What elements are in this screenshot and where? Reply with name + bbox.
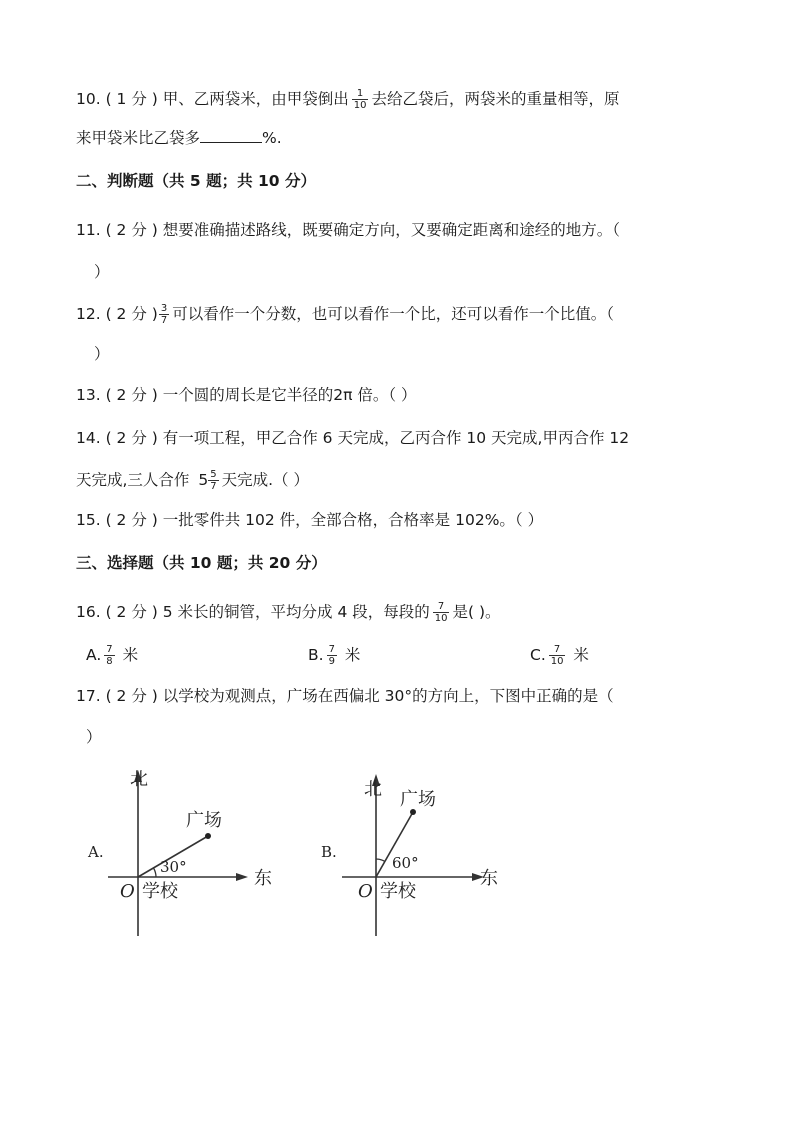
answer-blank[interactable] (200, 128, 262, 143)
question-16-line-1 (76, 601, 501, 624)
school-label: 学校 (380, 881, 416, 902)
north-label: 北 (364, 779, 382, 800)
option-unit: 米 (122, 646, 139, 664)
question-10-text-cont: 去给乙袋后，两袋米的重量相等，原 (371, 90, 620, 108)
figure-b-label: B. (321, 843, 337, 861)
question-14-text-cont: 天完成.（ ） (221, 471, 309, 489)
question-16-text-cont: 是( )。 (452, 603, 501, 621)
angle-label: 30° (160, 858, 187, 876)
fraction-numerator: 1 (356, 88, 364, 99)
plaza-label: 广场 (186, 810, 222, 831)
north-label: 北 (130, 769, 148, 790)
origin-label: O (358, 881, 373, 902)
option-a[interactable] (86, 644, 138, 667)
option-unit: 米 (344, 646, 361, 664)
question-15: 15. ( 2 分 ) 一批零件共 102 件，全部合格，合格率是 102%。（ ） (76, 511, 544, 529)
question-10-text-line2: 来甲袋米比乙袋多 (76, 129, 201, 147)
angle-arc (154, 868, 157, 877)
question-10-text: 10. ( 1 分 ) 甲、乙两袋米，由甲袋倒出 (76, 90, 349, 108)
question-11-line-2: ） (94, 263, 110, 281)
fraction (353, 88, 368, 111)
question-14-line-2 (76, 469, 309, 492)
question-10-line-2 (76, 128, 282, 148)
question-14-line-1: 14. ( 2 分 ) 有一项工程，甲乙合作 6 天完成，乙丙合作 10 天完成,甲丙合作 12 (76, 429, 630, 447)
fraction (209, 469, 217, 492)
fraction-denominator: 7 (210, 481, 217, 492)
figure-b[interactable] (318, 760, 518, 940)
question-17-line-2: ） (86, 728, 102, 746)
angle-arc (376, 859, 385, 862)
angle-label: 60° (392, 854, 419, 872)
fraction-numerator: 7 (106, 644, 113, 655)
fraction (434, 601, 449, 624)
question-14-text: 天完成,三人合作 (76, 471, 190, 489)
fraction (550, 644, 565, 667)
fraction (160, 303, 168, 326)
question-12-line-1 (76, 303, 614, 326)
option-b[interactable] (308, 644, 360, 667)
question-13: 13. ( 2 分 ) 一个圆的周长是它半径的2π 倍。（ ） (76, 386, 417, 404)
fraction (328, 644, 336, 667)
fraction-denominator: 8 (106, 656, 113, 667)
option-prefix: B. (308, 646, 324, 664)
fraction-denominator: 7 (160, 315, 168, 326)
east-arrow-icon (236, 873, 248, 881)
question-12-line-2: ） (94, 345, 110, 363)
option-unit: 米 (573, 646, 589, 664)
section-title-choice: 三、选择题（共 10 题；共 20 分） (76, 554, 327, 572)
option-prefix: C. (530, 646, 546, 664)
figure-a-label: A. (88, 843, 104, 861)
question-11-line-1: 11. ( 2 分 ) 想要准确描述路线，既要确定方向，又要确定距离和途经的地方。（ (76, 221, 620, 239)
fraction-denominator: 10 (550, 656, 564, 667)
section-title-judgement: 二、判断题（共 5 题；共 10 分） (76, 172, 316, 190)
question-12-label: 12. ( 2 分 ) (76, 305, 158, 323)
school-label: 学校 (142, 881, 178, 902)
figure-a[interactable] (80, 760, 280, 940)
origin-label: O (120, 881, 135, 902)
question-17-line-1: 17. ( 2 分 ) 以学校为观测点，广场在西偏北 30°的方向上，下图中正确的是（ (76, 687, 614, 705)
option-c[interactable] (530, 644, 589, 667)
fraction-denominator: 9 (328, 656, 335, 667)
fraction-numerator: 5 (210, 469, 217, 480)
fraction (105, 644, 113, 667)
option-prefix: A. (86, 646, 102, 664)
fraction-numerator: 7 (328, 644, 335, 655)
fraction-numerator: 7 (553, 644, 561, 655)
east-label: 东 (254, 868, 272, 889)
plaza-label: 广场 (400, 789, 436, 810)
question-16-text: 16. ( 2 分 ) 5 米长的铜管，平均分成 4 段，每段的 (76, 603, 430, 621)
plaza-point (205, 833, 211, 839)
percent-sign: %. (262, 129, 282, 147)
fraction-numerator: 3 (160, 303, 168, 314)
fraction-numerator: 7 (437, 601, 445, 612)
fraction-denominator: 10 (434, 613, 448, 624)
question-10-line-1 (76, 88, 620, 111)
question-12-text: 可以看作一个分数，也可以看作一个比，还可以看作一个比值。（ (172, 305, 614, 323)
east-label: 东 (480, 868, 498, 889)
mixed-number-whole: 5 (198, 471, 209, 489)
fraction-denominator: 10 (353, 100, 367, 111)
